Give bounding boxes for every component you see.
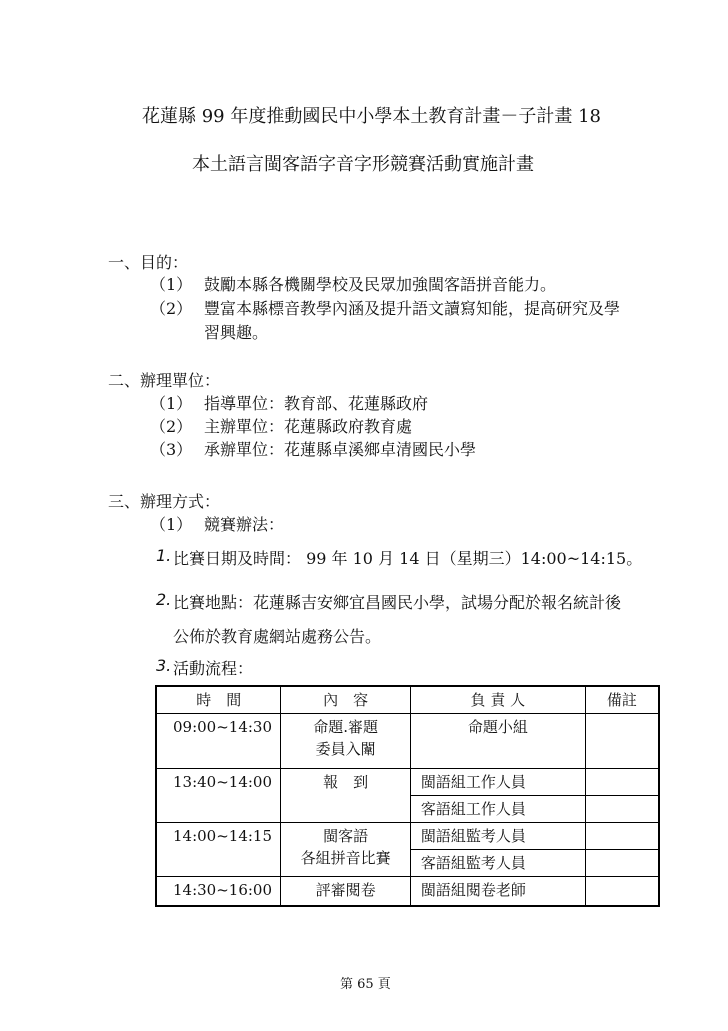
step-number: 1. [156, 546, 172, 565]
header-content: 內 容 [281, 686, 410, 714]
cell-content: 報 到 [281, 769, 410, 823]
page-number: 第 65 頁 [340, 977, 391, 992]
section1-item-text-cont: 習興趣。 [204, 323, 269, 342]
section1-item-num: （2） [150, 299, 193, 318]
section2-item-num: （1） [150, 394, 193, 413]
cell-content: 命題.審題 委員入闈 [281, 714, 410, 769]
cell-content: 評審閱卷 [281, 877, 410, 907]
cell-note [585, 877, 659, 907]
cell-time: 13:40~14:00 [156, 769, 281, 823]
table-row [156, 769, 659, 823]
section3-sub-num: （1） [150, 515, 193, 534]
cell-time: 14:00~14:15 [156, 823, 281, 877]
section3-heading: 三、辦理方式： [108, 492, 221, 511]
document-subtitle: 本土語言閩客語字音字形競賽活動實施計畫 [192, 154, 534, 175]
cell-people: 命題小組 [410, 714, 585, 769]
section1-item-text: 豐富本縣標音教學內涵及提升語文讀寫知能，提高研究及學 [204, 299, 621, 318]
section3-sub-text: 競賽辦法： [204, 515, 285, 534]
step-text-cont: 公佈於教育處網站處務公告。 [173, 627, 382, 646]
section1-item-text: 鼓勵本縣各機關學校及民眾加強閩客語拼音能力。 [204, 275, 557, 294]
section1-item-num: （1） [150, 275, 193, 294]
header-note: 備註 [585, 686, 659, 714]
table-row [156, 823, 659, 877]
cell-people: 閩語組工作人員 客語組工作人員 [410, 769, 585, 823]
header-people: 負 責 人 [410, 686, 585, 714]
cell-note [585, 714, 659, 769]
step-number: 3. [156, 656, 172, 675]
cell-people: 閩語組閱卷老師 [410, 877, 585, 907]
section2-heading: 二、辦理單位： [108, 371, 221, 390]
step-text: 比賽地點：花蓮縣吉安鄉宜昌國民小學，試場分配於報名統計後 [173, 593, 622, 612]
cell-note [585, 823, 659, 877]
step-text: 比賽日期及時間： 99 年 10 月 14 日（星期三）14:00~14:15。 [173, 549, 643, 568]
cell-note [585, 769, 659, 823]
section2-item-text: 承辦單位：花蓮縣卓溪鄉卓清國民小學 [204, 440, 477, 459]
table-row [156, 877, 659, 907]
step-text: 活動流程： [173, 659, 254, 678]
document-title: 花蓮縣 99 年度推動國民中小學本土教育計畫－子計畫 18 [142, 106, 601, 127]
table-row [156, 714, 659, 769]
cell-people: 閩語組監考人員 客語組監考人員 [410, 823, 585, 877]
header-time: 時 間 [156, 686, 281, 714]
section2-item-text: 指導單位：教育部、花蓮縣政府 [204, 394, 429, 413]
step-number: 2. [156, 590, 172, 609]
section2-item-num: （3） [150, 440, 193, 459]
cell-time: 14:30~16:00 [156, 877, 281, 907]
cell-content: 閩客語 各組拼音比賽 [281, 823, 410, 877]
schedule-table [155, 685, 660, 907]
cell-time: 09:00~14:30 [156, 714, 281, 769]
section1-heading: 一、目的： [108, 253, 189, 272]
section2-item-num: （2） [150, 417, 193, 436]
section2-item-text: 主辦單位：花蓮縣政府教育處 [204, 417, 413, 436]
table-header-row [156, 686, 659, 714]
